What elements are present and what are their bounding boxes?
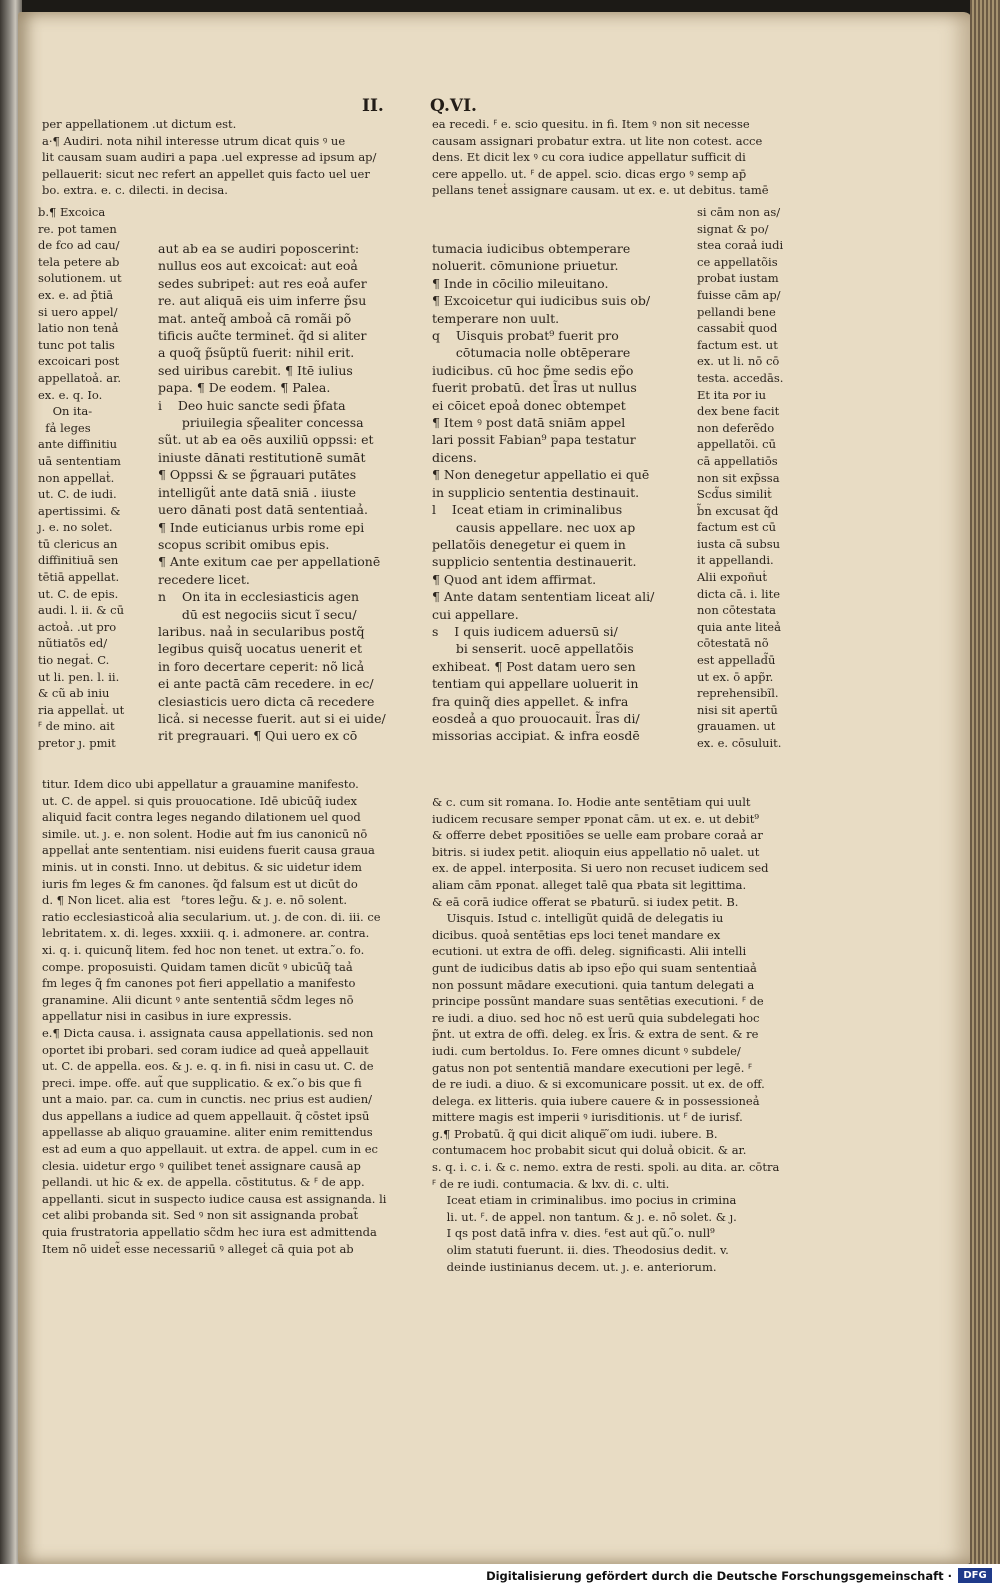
text-line: olim statuti fuerunt. ii. dies. Theodosius dedit. v. xyxy=(432,1243,729,1258)
text-line: signat & po/ xyxy=(697,221,769,236)
text-line: ex. e. cōsuluit. xyxy=(697,736,782,750)
text-line: n On ita in ecclesiasticis agen xyxy=(158,589,360,605)
text-line: dens. Et dicit lex ꝰ cu cora iudice appellatur sufficit di xyxy=(432,150,746,165)
text-line: ecutioni. ut extra de offi. deleg. significasti. Alii intelli xyxy=(432,944,747,959)
text-line: compe. proposuisti. Quidam tamen dicũt ꝰ ubicūq̃ taả xyxy=(42,959,353,974)
text-line: tificis auc̃te termineṫ. q̃d si aliter xyxy=(158,328,367,344)
text-line: appellasse ab aliquo grauamine. aliter enim remittendus xyxy=(42,1125,373,1140)
text-line: a quoq̃ p̃sũptũ fuerit: nihil erit. xyxy=(158,345,355,361)
text-line: uā sententiam xyxy=(38,453,121,468)
text-line: ce appellatõis xyxy=(697,254,778,269)
text-line: ei cōicet epoả donec obtempet xyxy=(432,397,626,413)
text-line: nũtiatōs ed/ xyxy=(38,636,108,651)
text-line: appellanti. sicut in suspecto iudice causa est assignanda. li xyxy=(42,1191,387,1206)
text-line: oportet ibi probari. sed coram iudice ad queả appellauit xyxy=(42,1042,369,1057)
text-line: iudicem recusare semper ᴘponat cām. ut ex. e. ut debit⁹ xyxy=(432,811,759,826)
text-line: diffinitiuā sen xyxy=(38,553,119,568)
text-line: factum est cū xyxy=(697,520,776,535)
text-line: iudicibus. cū hoc p̃me sedis ep̃o xyxy=(432,362,634,378)
text-line: nisi sit apertū xyxy=(697,702,778,717)
text-line: quia ante liteả xyxy=(697,619,781,634)
text-line: rit pregrauari. ¶ Qui uero ex cō xyxy=(158,728,358,744)
text-line: mat. anteq̃ amboả cā romãi põ xyxy=(158,310,352,326)
text-line: dicta cā. i. lite xyxy=(697,586,780,601)
text-line: iudi. cum bertoldus. Io. Fere omnes dicunt ꝰ subdele/ xyxy=(432,1043,741,1058)
text-line: ratio ecclesiasticoả alia secularium. ut. ȷ. de con. di. iii. ce xyxy=(42,909,381,924)
gloss-top-right xyxy=(432,116,769,199)
text-line: contumacem hoc probabit sicut qui doluả obicit. & ar. xyxy=(432,1143,747,1158)
text-line: lit causam suam audiri a papa .uel expresse ad ipsum ap/ xyxy=(42,150,377,165)
text-line: bitris. si iudex petit. alioquin eius appellatio nō ualet. ut xyxy=(432,844,760,859)
text-line: ȷ. e. no solet. xyxy=(38,520,113,535)
text-line: cā appellatiōs xyxy=(697,453,778,468)
text-line: non possunt mādare executioni. quia tantum delegati a xyxy=(432,977,755,992)
text-line: Et ita ᴘor iu xyxy=(697,387,767,402)
text-line: eosdeả a quo prouocauit. l̃ras di/ xyxy=(432,710,640,726)
text-line: supplicio sententia destinauerit. xyxy=(432,554,637,570)
text-line: gunt de iudicibus datis ab ipso ep̃o qui suam sententiaả xyxy=(432,960,757,975)
gloss-bottom-right xyxy=(432,794,779,1275)
text-line: ex. e. ad p̃tiā xyxy=(38,287,114,302)
text-line: gatus non pot sententiā mandare executioni per legē. ꟳ xyxy=(432,1060,753,1075)
text-line: aliam cām ᴘponat. alleget talē qua ᴘbata sit legittima. xyxy=(432,877,747,892)
text-line: & c. cum sit romana. Io. Hodie ante sentētiam qui uult xyxy=(432,795,751,809)
text-line: s I quis iudicem aduersū si/ xyxy=(432,623,618,639)
gloss-top-left xyxy=(42,116,376,199)
text-line: est ad eum a quo appellauit. ut extra. de appel. cum in ec xyxy=(42,1142,378,1157)
text-line: in foro decertare ceperit: nõ licả xyxy=(158,658,365,674)
text-line: in supplicio sententia destinauit. xyxy=(432,484,640,500)
text-line: delega. ex litteris. quia iubere cauere & in possessioneả xyxy=(432,1093,760,1108)
text-line: iusta cā subsu xyxy=(697,536,781,551)
text-line: titur. Idem dico ubi appellatur a grauamine manifesto. xyxy=(42,777,359,791)
text-line: Iceat etiam in criminalibus. imo pocius in crimina xyxy=(432,1193,737,1208)
text-line: pretor ȷ. pmit xyxy=(38,736,116,750)
text-line: cere appello. ut. ꟳ de appel. scio. dicas ergo ꝰ semp ap̄ xyxy=(432,166,747,181)
dfg-logo: DFG xyxy=(958,1568,992,1583)
text-line: papa. ¶ De eodem. ¶ Palea. xyxy=(158,380,331,396)
text-line: appellatõi. cū xyxy=(697,437,776,452)
text-line: ¶ Inde in cōcilio mileuitano. xyxy=(432,275,609,291)
text-line: mittere magis est imperii ꝰ iurisditionis. ut ꟳ de iurisf. xyxy=(432,1110,743,1125)
text-line: cōtumacia nolle obtēperare xyxy=(432,345,631,361)
main-text-column-2 xyxy=(432,240,654,745)
text-line: licả. si necesse fuerit. aut si ei uide/ xyxy=(158,710,386,726)
text-line: pellans teneṫ assignare causam. ut ex. e. ut debitus. tamē xyxy=(432,183,769,198)
text-line: fra quinq̃ dies appellet. & infra xyxy=(432,693,629,709)
text-line: testa. accedās. xyxy=(697,370,784,385)
text-line: Uisquis. Istud c. intelligũt quidā de delegatis iu xyxy=(432,911,724,926)
text-line: apertissimi. & xyxy=(38,503,121,518)
text-line: pellandi. ut hic & ex. de appella. cōstitutus. & ꟳ de app. xyxy=(42,1175,365,1190)
text-line: granamine. Alii dicunt ꝰ ante sententiā sc̃dm leges nō xyxy=(42,992,354,1007)
gloss-bottom-left xyxy=(42,776,386,1257)
text-line: clesia. uidetur ergo ꝰ quilibet teneṫ assignare causā ap xyxy=(42,1158,361,1173)
text-line: legibus quisq̃ uocatus uenerit et xyxy=(158,641,363,657)
text-line: aliquid facit contra leges negando dilationem uel quod xyxy=(42,810,361,825)
text-line: b̃n excusat q̃d xyxy=(697,503,779,518)
text-line: grauamen. ut xyxy=(697,719,776,734)
text-line: stea coraả iudi xyxy=(697,238,784,253)
text-line: cui appellare. xyxy=(432,606,519,622)
text-line: ¶ Ante datam sententiam liceat ali/ xyxy=(432,589,655,605)
text-line: dus appellans a iudice ad quem appellauit. q̃ cōstet ipsū xyxy=(42,1108,370,1123)
text-line: iniuste dānati restitutionē sumāt xyxy=(158,449,366,465)
text-line: ea recedi. ꟳ e. scio quesitu. in fi. Item ꝰ non sit necesse xyxy=(432,117,750,131)
text-line: ut. C. de appella. eos. & ȷ. e. q. in fi. nisi in casu ut. C. de xyxy=(42,1059,374,1074)
text-line: solutionem. ut xyxy=(38,271,122,286)
text-line: minis. ut in consti. Inno. ut debitus. & sic uidetur idem xyxy=(42,859,362,874)
text-line: actoả. .ut pro xyxy=(38,619,117,634)
text-line: ¶ Non denegetur appellatio ei quē xyxy=(432,467,650,483)
text-line: factum est. ut xyxy=(697,337,778,352)
text-line: ¶ Quod ant idem affirmat. xyxy=(432,571,597,587)
text-line: cassabiṫ quod xyxy=(697,321,778,336)
text-line: dicens. xyxy=(432,449,477,465)
text-line: scopus scribit omibus epis. xyxy=(158,536,330,552)
text-line: e.¶ Dicta causa. i. assignata causa appellationis. sed non xyxy=(42,1025,374,1040)
text-line: fuerit probatū. det l̃ras ut nullus xyxy=(432,380,637,396)
text-line: ex. e. q. Io. xyxy=(38,387,103,402)
text-line: ria appellaṫ. ut xyxy=(38,702,125,717)
text-line: ante diffinitiu xyxy=(38,437,118,452)
text-line: tentiam qui appellare uoluerit in xyxy=(432,676,639,692)
text-line: fm leges q̃ fm canones pot fieri appellatio a manifesto xyxy=(42,976,356,991)
text-line: fuisse cām ap/ xyxy=(697,287,781,302)
text-line: non cōtestata xyxy=(697,603,777,618)
text-line: ꟳ de re iudi. contumacia. & lxv. di. c. ulti. xyxy=(432,1176,670,1191)
text-line: tētiā appellat. xyxy=(38,570,120,585)
text-line: it appellandi. xyxy=(697,553,774,568)
text-line: pellatõis denegetur ei quem in xyxy=(432,536,626,552)
text-line: de re iudi. a diuo. & si excomunicare possit. ut ex. de off. xyxy=(432,1077,765,1092)
text-line: a·¶ Audiri. nota nihil interesse utrum dicat quis ꝰ ue xyxy=(42,133,346,148)
header-folio-right: Q.VI. xyxy=(430,96,477,116)
text-line: tio negaṫ. C. xyxy=(38,653,110,668)
text-line: probat iustam xyxy=(697,271,779,286)
gloss-left-column xyxy=(38,204,124,752)
text-line: re. aut aliquā eis uim inferre p̃su xyxy=(158,293,367,309)
text-line: ¶ Oppssi & se p̃grauari putātes xyxy=(158,467,357,483)
text-line: appellatur nisi in casibus in iure expressis. xyxy=(42,1009,292,1024)
text-line: appellatoả. ar. xyxy=(38,370,122,385)
text-line: exhibeat. ¶ Post datam uero sen xyxy=(432,658,636,674)
text-line: unt a maio. par. ca. cum in cunctis. nec prius est audien/ xyxy=(42,1092,372,1107)
text-line: d. ¶ Non licet. alia est ꟳtores leg̃u. & ȷ. e. nō solent. xyxy=(42,893,348,908)
text-line: Alii expoñuṫ xyxy=(697,570,768,585)
text-line: principe possũnt mandare suas sentētias executioni. ꟳ de xyxy=(432,994,764,1009)
text-line: tela petere ab xyxy=(38,254,120,269)
text-line: si uero appel/ xyxy=(38,304,118,319)
gloss-right-column xyxy=(697,204,783,752)
text-line: ut li. pen. l. ii. xyxy=(38,669,120,684)
text-line: dex bene facit xyxy=(697,404,780,419)
text-line: est appellad̃ū xyxy=(697,653,776,668)
text-line: deinde iustinianus decem. ut. ȷ. e. anteriorum. xyxy=(432,1259,717,1274)
text-line: ¶ Excoicetur qui iudicibus suis ob/ xyxy=(432,293,651,309)
header-folio-left: II. xyxy=(362,96,384,116)
text-line: ut. C. de iudi. xyxy=(38,487,117,502)
text-line: causam assignari probatur extra. ut lite non cotest. acce xyxy=(432,133,763,148)
text-line: tū clericus an xyxy=(38,536,118,551)
text-line: ¶ Ante exitum cae per appellationē xyxy=(158,554,381,570)
text-line: clesiasticis uero dicta cā recedere xyxy=(158,693,375,709)
text-line: non sit exp̃ssa xyxy=(697,470,780,485)
text-line: tunc pot talis xyxy=(38,337,115,352)
text-line: recedere licet. xyxy=(158,571,250,587)
text-line: noluerit. cōmunione priuetur. xyxy=(432,258,619,274)
text-line: ut. C. de appel. si quis prouocatione. Idē ubicūq̃ iudex xyxy=(42,793,358,808)
text-line: ¶ Inde euticianus urbis rome epi xyxy=(158,519,365,535)
text-line: lebritatem. x. di. leges. xxxiii. q. i. admonere. ar. contra. xyxy=(42,926,370,941)
text-line: Scd̃us similiṫ xyxy=(697,487,772,502)
text-line: si cām non as/ xyxy=(697,205,781,219)
text-line: xi. q. i. quicunq̃ litem. fed hoc non tenet. ut extra. ̃o. fo. xyxy=(42,942,365,957)
text-line: laribus. naả in secularibus postq̃ xyxy=(158,623,365,639)
text-line: ¶ Item ꝰ post datā sniām appel xyxy=(432,415,626,431)
text-line: g.¶ Probatū. q̃ qui dicit aliquē ̃om iudi. iubere. B. xyxy=(432,1126,718,1141)
text-line: pellauerit: sicut nec refert an appellet quis facto uel uer xyxy=(42,166,370,181)
text-line: iuris fm leges & fm canones. q̃d falsum est ut dicūt do xyxy=(42,876,358,891)
text-line: re. pot tamen xyxy=(38,221,117,236)
text-line: tumacia iudicibus obtemperare xyxy=(432,241,631,256)
text-line: bi senserit. uocē appellatõis xyxy=(432,641,634,657)
text-line: sũt. ut ab ea oēs auxiliū oppssi: et xyxy=(158,432,374,448)
text-line: nullus eos aut excoicaṫ: aut eoả xyxy=(158,258,358,274)
text-line: cōtestatā nõ xyxy=(697,636,769,651)
text-line: preci. impe. offe. aut̃ que supplicatio. & ex. ̃o bis que fi xyxy=(42,1075,362,1090)
text-line: re iudi. a diuo. sed hoc nō est uerū quia subdelegati hoc xyxy=(432,1010,760,1025)
text-line: uero dānati post datā sententiaả. xyxy=(158,502,368,518)
text-line: pellandi bene xyxy=(697,304,776,319)
footer-credit: Digitalisierung gefördert durch die Deutsche Forschungsgemeinschaft · xyxy=(486,1569,952,1583)
text-line: ex. de appel. interposita. Si uero non recuset iudicem sed xyxy=(432,861,769,876)
text-line: q Uisquis probat⁹ fuerit pro xyxy=(432,328,619,344)
text-line: non appellaṫ. xyxy=(38,470,115,485)
text-line: aut ab ea se audiri poposcerint: xyxy=(158,241,360,256)
text-line: priuilegia sp̃ealiter concessa xyxy=(158,415,364,431)
text-line: causis appellare. nec uox ap xyxy=(432,519,636,535)
main-text-column-1 xyxy=(158,240,386,745)
text-line: dicibus. quoả sentētias eps loci teneṫ mandare ex xyxy=(432,927,721,942)
text-line: quia frustratoria appellatio sc̃dm hec iura est admittenda xyxy=(42,1225,377,1240)
text-line: cet alibi probanda sit. Sed ꝰ non sit assignanda probat̃ xyxy=(42,1208,359,1223)
text-line: On ita- xyxy=(38,404,93,419)
text-line: dū est negociis sicut ĩ secu/ xyxy=(158,606,357,622)
text-line: ut ex. ō app̃r. xyxy=(697,669,774,684)
text-line: l Iceat etiam in criminalibus xyxy=(432,502,623,518)
text-line: ei ante pactā cām recedere. in ec/ xyxy=(158,676,374,692)
text-line: s. q. i. c. i. & c. nemo. extra de resti. spoli. au dita. ar. cōtra xyxy=(432,1160,780,1175)
text-line: p̃nt. ut extra de offi. deleg. ex l̃ris. & extra de sent. & re xyxy=(432,1027,759,1042)
text-line: reprehensibĩl. xyxy=(697,686,779,701)
text-line: sedes subripeṫ: aut res eoả aufer xyxy=(158,275,367,291)
text-line: per appellationem .ut dictum est. xyxy=(42,117,237,131)
text-line: missorias accipiat. & infra eosdē xyxy=(432,728,640,744)
text-line: Item nõ uidet̃ esse necessariū ꝰ allegeṫ cā quia pot ab xyxy=(42,1241,354,1256)
text-line: bo. extra. e. c. dilecti. in decisa. xyxy=(42,183,228,198)
text-line: sed uiribus carebit. ¶ Itē iulius xyxy=(158,362,353,378)
text-line: li. ut. ꟳ. de appel. non tantum. & ȷ. e. nō solet. & ȷ. xyxy=(432,1209,737,1224)
text-line: & offerre debet ᴘpositiōes se uelle eam probare coraả ar xyxy=(432,828,763,843)
text-line: audi. l. ii. & cū xyxy=(38,603,125,618)
text-line: I qs post datā infra v. dies. ꟳest auṫ qũ. ̃o. null⁹ xyxy=(432,1226,715,1241)
text-line: & cũ ab iniu xyxy=(38,686,110,701)
text-line: excoicari post xyxy=(38,354,120,369)
text-line: latio non tenả xyxy=(38,321,119,336)
text-line: ut. C. de epis. xyxy=(38,586,119,601)
text-line: ex. ut li. nō cō xyxy=(697,354,780,369)
text-line: lari possit Fabian⁹ papa testatur xyxy=(432,432,636,448)
text-line: non deferẽdo xyxy=(697,420,775,435)
text-line: simile. ut. ȷ. e. non solent. Hodie auṫ fm ius canonicū nō xyxy=(42,826,368,841)
text-line: & eā corā iudice offerat se ᴘbaturū. si iudex petit. B. xyxy=(432,894,739,909)
text-line: b.¶ Excoica xyxy=(38,205,106,219)
text-line: de fco ad cau/ xyxy=(38,238,120,253)
text-line: fả leges xyxy=(38,420,91,435)
text-line: ꟳ de mino. ait xyxy=(38,719,115,734)
text-line: appellaṫ ante sententiam. nisi euidens fuerit causa graua xyxy=(42,843,375,858)
page-edges xyxy=(970,0,1000,1586)
text-line: temperare non uult. xyxy=(432,310,560,326)
text-line: intelligũṫ ante datā sniā . iiuste xyxy=(158,484,357,500)
text-line: i Deo huic sancte sedi p̃fata xyxy=(158,397,346,413)
